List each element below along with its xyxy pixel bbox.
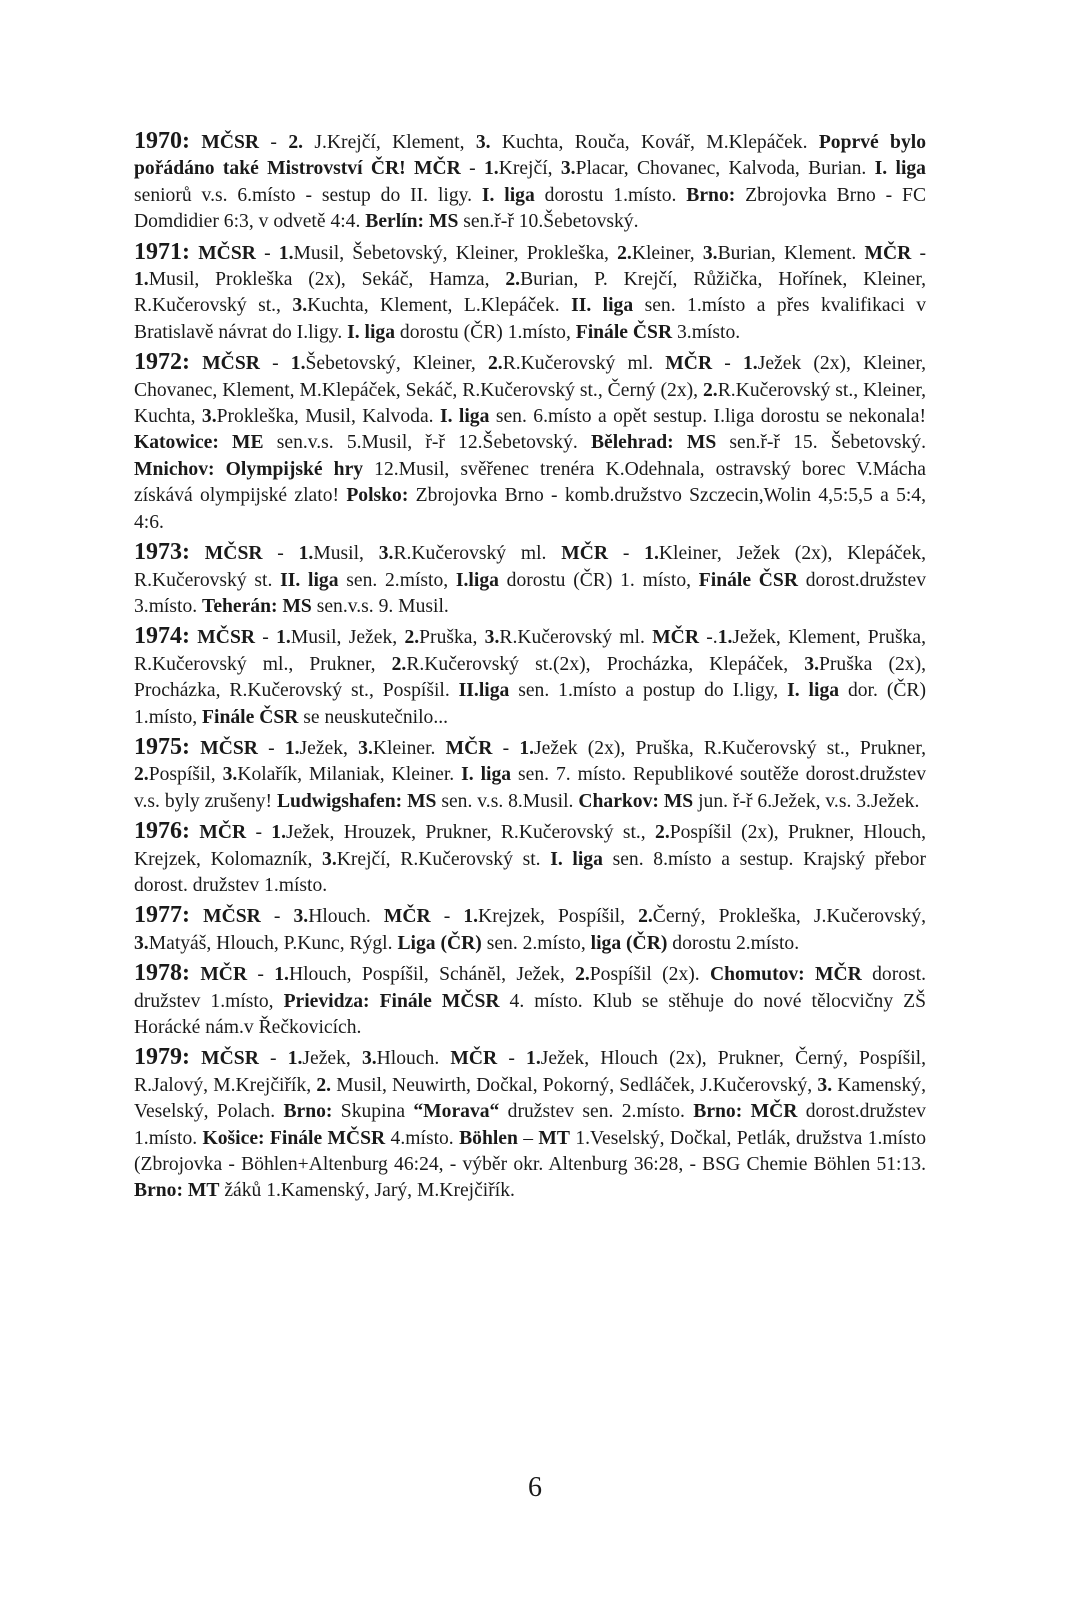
body-text: sen. 2.místo, [481, 932, 591, 954]
bold-text: 1. [717, 627, 733, 649]
body-text [219, 432, 232, 453]
bold-text: Prievidza: [283, 990, 370, 1012]
body-text: Ježek, Klement, Pruška, R.Kučerovský ml., Prukner, [134, 627, 926, 675]
bold-text: 1. [463, 906, 479, 928]
bold-text: I. liga [874, 158, 926, 180]
body-text [190, 738, 200, 759]
body-text [215, 459, 226, 480]
body-text: dorostu 1.místo. [534, 184, 687, 206]
bold-text: MČR [561, 543, 609, 565]
bold-text: Böhlen [459, 1127, 518, 1149]
body-text: družstev sen. 2.místo. [499, 1101, 694, 1123]
year-entry-1979 [134, 1044, 926, 1204]
bold-text: II.liga [458, 680, 510, 702]
bold-text: Brno: [283, 1101, 333, 1123]
year-heading: 1970: [134, 128, 190, 154]
bold-text: Brno: [693, 1101, 743, 1123]
body-text: Kuchta, Klement, L.Klepáček. [307, 295, 572, 317]
body-text: J.Krejčí, Klement, [303, 132, 476, 153]
year-heading: 1974: [134, 623, 190, 650]
bold-text: 3. [484, 627, 500, 649]
body-text: - [258, 1048, 288, 1070]
body-text: Musil, Ježek, [290, 627, 405, 649]
body-text: sen. 8.místo a sestup. Krajský přebor dorost. družstev 1.místo. [134, 848, 926, 896]
body-text: Pruška, [419, 627, 485, 649]
year-heading: 1971: [134, 238, 190, 265]
bold-text: 1. [276, 627, 291, 649]
year-entry-1977 [134, 902, 926, 957]
body-text: - [259, 353, 291, 375]
year-entry-1978 [134, 960, 926, 1041]
body-text: 3.místo. [672, 321, 741, 343]
body-text: dor. (ČR) 1.místo, [134, 680, 927, 728]
bold-text: 3. [322, 848, 337, 870]
body-text: R.Kučerovský st., Kleiner, Kuchta, [134, 379, 926, 428]
body-text: Burian, Klement. [717, 242, 865, 264]
body-text: dorost. družstev 1.místo, [134, 964, 927, 1012]
bold-text: I. liga [481, 184, 535, 206]
body-text: dorostu 2.místo. [667, 932, 800, 954]
body-text: - [608, 543, 645, 565]
bold-text: 3. [560, 158, 576, 180]
body-text: - [260, 906, 294, 928]
body-text: se neuskutečnilo... [298, 706, 449, 728]
body-text: dorost.družstev 1.místo. [134, 1101, 926, 1149]
body-text: Kolařík, Milaniak, Kleiner. [237, 764, 462, 786]
bold-text: Ludwigshafen: [276, 790, 403, 812]
body-text: Musil, Neuwirth, Dočkal, Pokorný, Sedláček, J.Kučerovský, [331, 1074, 818, 1096]
body-text: - [460, 158, 484, 180]
body-text: sen. 6.místo a opět sestup. I.liga dorostu se nekonala! [489, 406, 926, 428]
body-text: -. [698, 627, 718, 649]
body-text: Prokleška, Musil, Kalvoda. [216, 406, 440, 428]
body-text: Musil, [313, 543, 379, 565]
body-text: Černý, Prokleška, J.Kučerovský, [652, 906, 927, 928]
bold-text: Poprvé bylo pořádáno také Mistrovství ČR! [134, 132, 926, 180]
bold-text: 2. [391, 653, 407, 675]
bold-text: 2. [575, 964, 590, 986]
bold-text: 2. [404, 627, 420, 649]
bold-text: I. liga [461, 764, 512, 786]
bold-text: Katowice: [134, 432, 219, 454]
body-text: Matyáš, Hlouch, P.Kunc, Rýgl. [148, 932, 398, 954]
year-entry-1973 [134, 539, 926, 620]
body-text [190, 132, 201, 153]
bold-text: MČSR [203, 906, 261, 928]
body-text: R.Kučerovský st.(2x), Procházka, Klepáček, [406, 653, 805, 675]
page-number: 6 [528, 1472, 542, 1503]
year-entry-1975 [134, 734, 926, 815]
bold-text: Brno: [686, 184, 736, 206]
bold-text: Bělehrad: [590, 432, 674, 454]
bold-text: 2. [288, 132, 304, 153]
bold-text: I. liga [787, 680, 840, 702]
year-heading: 1976: [134, 818, 190, 845]
body-text: Ježek (2x), Pruška, R.Kučerovský st., Prukner, [534, 737, 926, 759]
body-text: Hlouch. [376, 1048, 451, 1070]
bold-text: 1. [644, 543, 659, 565]
body-text: R.Kučerovský ml. [393, 543, 562, 565]
body-text [190, 353, 202, 374]
body-text: – [517, 1127, 539, 1149]
bold-text: MČR [652, 627, 699, 649]
bold-text: MČR [665, 353, 713, 375]
body-text: Hlouch, Pospíšil, Schánĕl, Ježek, [288, 964, 576, 986]
body-text: - [259, 132, 289, 153]
bold-text: MS [282, 595, 312, 617]
body-text: Musil, Prokleška (2x), Sekáč, Hamza, [148, 269, 506, 291]
bold-text: Liga (ČR) [397, 932, 482, 954]
body-text [370, 991, 380, 1012]
bold-text: 1. [526, 1048, 541, 1070]
year-heading: 1977: [134, 902, 190, 929]
body-text [190, 906, 203, 927]
bold-text: 1. [287, 1048, 303, 1070]
body-text: dorost.družstev 3.místo. [134, 569, 926, 617]
year-heading: 1975: [134, 733, 190, 760]
bold-text: ME [232, 432, 264, 454]
year-heading: 1973: [134, 539, 190, 566]
bold-text: Finále MČSR [379, 990, 500, 1012]
bold-text: 1. [278, 242, 294, 264]
bold-text: II. liga [280, 569, 339, 591]
body-text: dorostu (ČR) 1. místo, [498, 569, 699, 591]
bold-text: I. liga [550, 848, 603, 870]
bold-text: 3. [134, 932, 149, 954]
year-entry-1974 [134, 623, 926, 731]
bold-text: Olympijské hry [225, 458, 364, 480]
body-text: sen.v.s. 9. Musil. [311, 595, 449, 617]
bold-text: Finále ČSR [698, 569, 798, 591]
bold-text: I. liga [347, 321, 396, 343]
bold-text: MČSR [204, 543, 263, 565]
bold-text: MČSR [202, 353, 260, 375]
body-text [406, 158, 414, 179]
year-entry-1972 [134, 349, 926, 536]
body-text [742, 1101, 750, 1122]
body-text [190, 964, 200, 985]
body-text: Kleiner, Ježek (2x), Klepáček, R.Kučerovský st. [134, 543, 927, 591]
body-text: Pospíšil, [148, 764, 223, 786]
bold-text: MS [686, 432, 717, 454]
bold-text: Mnichov: [134, 458, 215, 480]
year-heading: 1978: [134, 960, 190, 987]
bold-text: MS [663, 790, 694, 812]
bold-text: 3. [293, 906, 309, 928]
bold-text: MČSR [197, 627, 255, 649]
body-text: dorostu (ČR) 1.místo, [395, 321, 576, 343]
bold-text: 3. [201, 406, 217, 428]
bold-text: 1. [298, 543, 314, 565]
body-text: Ježek, Hrouzek, Prukner, R.Kučerovský st., [286, 822, 656, 844]
bold-text: MT [187, 1180, 220, 1202]
year-entry-1970 [134, 128, 926, 236]
body-text: Pospíšil (2x), Prukner, Hlouch, Krejzek, Kolomazník, [134, 822, 927, 870]
bold-text: 3. [361, 1048, 377, 1070]
bold-text: 1. [284, 737, 300, 759]
bold-text: 3. [817, 1074, 833, 1096]
bold-text: 1. [519, 737, 535, 759]
bold-text: 2. [617, 242, 632, 264]
bold-text: MT [538, 1127, 570, 1149]
bold-text: MČR [200, 964, 248, 986]
body-text: žáků 1.Kamenský, Jarý, M.Krejčiřík. [219, 1180, 515, 1202]
bold-text: 1. [483, 158, 499, 180]
body-text: - [255, 627, 277, 649]
bold-text: 3. [475, 132, 491, 153]
bold-text: 3. [358, 737, 373, 759]
bold-text: Finále MČSR [269, 1127, 386, 1149]
body-text: Ježek (2x), Kleiner, Chovanec, Klement, M.Klepáček, Sekáč, R.Kučerovský st., Černý (2x), [134, 353, 926, 401]
bold-text: MČR [450, 1048, 498, 1070]
body-text: Kleiner, [631, 242, 703, 264]
year-entry-1971 [134, 239, 926, 347]
bold-text: Polsko: [346, 485, 409, 507]
body-text: - [255, 242, 279, 264]
bold-text: 3. [222, 764, 238, 786]
body-text: Pospíšil (2x). [589, 964, 710, 986]
bold-text: Charkov: [578, 790, 659, 812]
body-text: Placar, Chovanec, Kalvoda, Burian. [575, 158, 875, 180]
bold-text: 2. [703, 379, 718, 401]
body-text: Kamenský, Veselský, Polach. [134, 1074, 926, 1123]
body-text: sen. 2.místo, [338, 569, 456, 591]
bold-text: Finále ČSR [575, 321, 673, 343]
body-text: Šebetovský, Kleiner, [305, 353, 488, 375]
bold-text: 1. [743, 353, 758, 375]
body-text: - [246, 822, 272, 844]
bold-text: “Morava“ [413, 1101, 500, 1123]
bold-text: MČSR [198, 242, 256, 264]
body-text: 1.Veselský, Dočkal, Petlák, družstva 1.místo (Zbrojovka - Böhlen+Altenburg 46:24, - výběr okr. Altenburg 36:28, - BSG Chemie Böhlen 51:13. [134, 1127, 926, 1176]
body-text: Ježek, Hlouch (2x), Prukner, Černý, Pospíšil, R.Jalový, M.Krejčiřík, [134, 1048, 926, 1096]
body-text [190, 543, 205, 564]
body-text: - [911, 242, 927, 264]
body-text: R.Kučerovský ml. [499, 627, 653, 649]
body-text: Krejzek, Pospíšil, [478, 906, 639, 928]
body-text: sen.ř-ř 15. Šebetovský. [716, 432, 926, 454]
bold-text: Brno: [134, 1180, 183, 1202]
bold-text: 3. [378, 543, 394, 565]
bold-text: MČR [750, 1101, 798, 1123]
body-text: 12.Musil, svěřenec trenéra K.Odehnala, ostravský borec V.Mácha získává olympijské zlato! [134, 458, 926, 507]
body-text: Burian, P. Krejčí, Růžička, Hořínek, Kleiner, R.Kučerovský st., [134, 269, 926, 317]
body-text: sen. 7. místo. Republikové soutěže dorost.družstev v.s. byly zrušeny! [134, 764, 927, 812]
body-text: Kleiner. [372, 737, 446, 759]
body-text: sen. 1.místo a přes kvalifikaci v Bratislavě návrat do I.ligy. [134, 295, 927, 343]
bold-text: MČR [414, 158, 461, 180]
year-entry-1976 [134, 818, 926, 899]
body-text: R.Kučerovský ml. [502, 353, 666, 375]
body-text: - [712, 353, 743, 375]
bold-text: I. liga [439, 406, 490, 428]
bold-text: 2. [487, 353, 503, 375]
body-text: Zbrojovka Brno - FC Domdidier 6:3, v odvetě 4:4. [134, 184, 927, 233]
body-text: Ježek, [302, 1048, 362, 1070]
bold-text: MČSR [201, 1048, 259, 1070]
body-text: sen. 1.místo a postup do I.ligy, [509, 680, 788, 702]
bold-text: 2. [655, 822, 670, 844]
bold-text: MS [428, 211, 459, 233]
bold-text: MČR [864, 242, 912, 264]
bold-text: Chomutov: [710, 964, 805, 986]
body-text: Ježek, [299, 737, 359, 759]
page-text [134, 128, 926, 1208]
year-heading: 1979: [134, 1044, 190, 1071]
year-heading: 1972: [134, 349, 190, 376]
bold-text: 3. [804, 653, 819, 675]
bold-text: MČR [199, 822, 247, 844]
bold-text: liga (ČR) [590, 932, 668, 954]
body-text: - [247, 964, 275, 986]
body-text: Musil, Šebetovský, Kleiner, Prokleška, [293, 242, 618, 264]
bold-text: 1. [271, 822, 286, 844]
body-text: 4. místo. Klub se stěhuje do nové tělocvičny ZŠ Horácké nám.v Řečkovicích. [134, 990, 926, 1038]
body-text [190, 243, 198, 264]
body-text: sen.ř-ř 10.Šebetovský. [458, 211, 639, 233]
bold-text: Košice: [202, 1127, 265, 1149]
body-text: Kuchta, Rouča, Kovář, M.Klepáček. [490, 132, 819, 153]
body-text: jun. ř-ř 6.Ježek, v.s. 3.Ježek. [693, 790, 920, 812]
body-text: seniorů v.s. 6.místo - sestup do II. ligy. [134, 184, 482, 206]
body-text [805, 964, 815, 985]
bold-text: II. liga [571, 295, 634, 317]
bold-text: Berlín: [365, 211, 425, 233]
bold-text: I.liga [455, 569, 499, 591]
body-text [190, 1048, 201, 1069]
bold-text: 2. [316, 1074, 332, 1096]
body-text: - [430, 906, 464, 928]
bold-text: MČR [383, 906, 431, 928]
bold-text: 3. [292, 295, 308, 317]
body-text [674, 432, 687, 453]
bold-text: 2. [134, 764, 149, 786]
bold-text: Teherán: [202, 595, 278, 617]
bold-text: MČSR [201, 132, 260, 153]
bold-text: MČR [445, 737, 493, 759]
body-text: - [497, 1048, 527, 1070]
body-text: Hlouch. [308, 906, 384, 928]
bold-text: 1. [290, 353, 306, 375]
body-text: Krejčí, [498, 158, 561, 180]
bold-text: 1. [274, 964, 289, 986]
body-text: - [262, 543, 299, 565]
bold-text: 1. [134, 269, 149, 291]
body-text: Skupina [332, 1101, 414, 1123]
body-text: - [492, 737, 520, 759]
body-text: - [257, 737, 285, 759]
bold-text: 2. [505, 269, 521, 291]
bold-text: MS [407, 790, 437, 812]
body-text: 4.místo. [385, 1127, 460, 1149]
body-text: Krejčí, R.Kučerovský st. [336, 848, 551, 870]
body-text: sen.v.s. 5.Musil, ř-ř 12.Šebetovský. [263, 432, 591, 454]
body-text: Pruška (2x), Procházka, R.Kučerovský st., Pospíšil. [134, 653, 926, 702]
bold-text: MČSR [200, 737, 258, 759]
bold-text: Finále ČSR [202, 706, 299, 728]
body-text: sen. v.s. 8.Musil. [436, 790, 579, 812]
bold-text: 3. [702, 242, 718, 264]
body-text: Zbrojovka Brno - komb.družstvo Szczecin,Wolin 4,5:5,5 a 5:4, 4:6. [134, 485, 926, 533]
bold-text: 2. [638, 906, 653, 928]
bold-text: MČR [815, 964, 862, 986]
body-text [190, 822, 199, 843]
